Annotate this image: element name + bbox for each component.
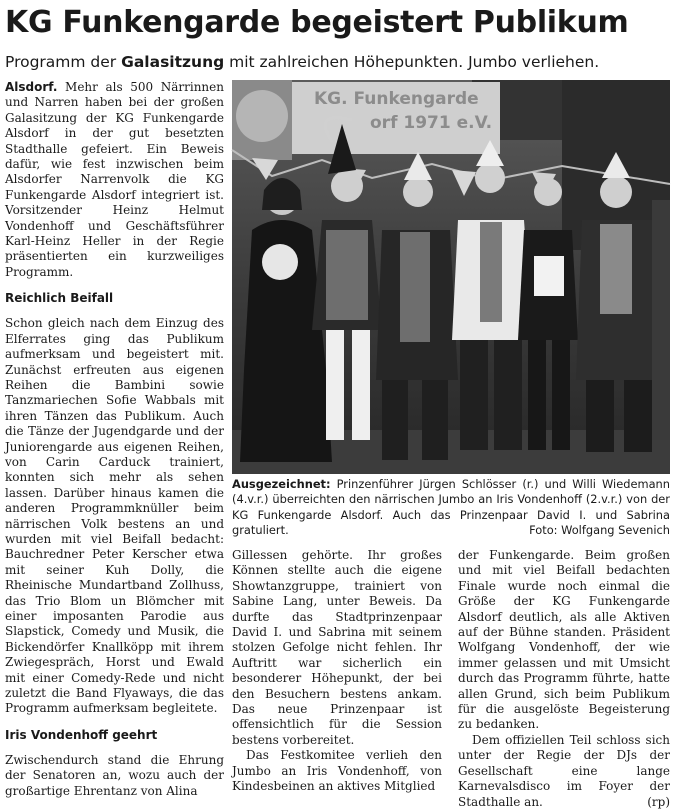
article-column-1 (5, 80, 224, 799)
photo-caption (232, 477, 670, 538)
intro-text: Mehr als 500 Närrinnen und Narren haben bei der großen Galasitzung der KG Funkengarde Alsdorf in der gut besetzten Stadthalle gefeiert. Ein Beweis dafür, wie fest inzwischen beim Alsdorfer Narrenvolk die KG Funkengarde Alsdorf integriert ist. Vorsitzender Heinz Helmut Vondenhoff und Geschäftsführer Karl-Heinz Heller in der Regie präsentierten ein kurzweiliges Programm. (5, 80, 224, 279)
col2-paragraph-1: Gillessen gehörte. Ihr großes Können stellte auch die eigene Showtanzgruppe, trainiert von Sabine Lang, unter Beweis. Da durfte das Stadtprinzenpaar David I. und Sabrina mit seinem stolzen Gefolge nicht fehlen. Ihr Auftritt war sicherlich ein besonderer Höhepunkt, der bei den Besuchern bestens ankam. Das neue Prinzenpaar ist offensichtlich für die Session bestens vorbereitet. (232, 548, 442, 747)
dateline: Alsdorf. (5, 80, 58, 94)
caption-lead: Ausgezeichnet: (232, 477, 331, 491)
article-subhead (5, 52, 669, 72)
photo-credit: Foto: Wolfgang Sevenich (529, 522, 670, 537)
col3-paragraph-2 (458, 733, 670, 810)
article-photo (232, 80, 670, 474)
author-signature: (rp) (647, 794, 670, 809)
photo-illustration (232, 80, 670, 474)
subhead-bold: Galasitzung (121, 53, 225, 71)
caption-text: Prinzenführer Jürgen Schlösser (r.) und Willi Wiedemann (4.v.r.) überreichten den närrischen Jumbo an Iris Vondenhoff (2.v.r.) von der KG Funkengarde Alsdorf. Auch das Prinzenpaar David I. und Sabrina gratuliert. (232, 477, 670, 537)
section2-paragraph: Zwischendurch stand die Ehrung der Senatoren an, wozu auch der großartige Ehrentanz von Alina (5, 752, 224, 798)
section-heading-reichlich-beifall: Reichlich Beifall (5, 291, 114, 306)
section1-paragraph: Schon gleich nach dem Einzug des Elferrates ging das Publikum aufmerksam und begeistert mit. Zunächst erfreuten aus eigenen Reihen die Bambini sowie Tanzmariechen Sofie Wabbals mit ihren Tänzen das Publikum. Auch die Tänze der Jugendgarde und der Juniorengarde aus eigenen Reihen, von Carin Carduck trainiert, konnten sich mehr als sehen lassen. Darüber hinaus kamen die anderen Programmknüller beim närrischen Volk bestens an und wurden mit viel Beifall bedacht: Bauchredner Peter Kerscher etwa mit seiner Kuh Dolly, die Rheinische Mundartband Zollhuss, das Trio Blom un Blömcher mit einer imposanten Parodie aus Slapstick, Comedy und Musik, die Bickendörfer Knallköpp mit ihrem Zwiegespräch, Horst und Ewald mit einer Comedy-Rede und nicht zuletzt die Band Flyaways, die das Programm aufmerksam begleitete. (5, 316, 224, 716)
subhead-start: Programm der (5, 53, 122, 71)
col3-closing-text: Dem offiziellen Teil schloss sich unter der Regie der DJs der Gesellschaft eine lange Karnevalsdisco im Foyer der Stadthalle an. (458, 732, 670, 809)
article-headline: KG Funkengarde begeistert Publikum (5, 5, 629, 40)
subhead-end: mit zahlreichen Höhepunkten. Jumbo verliehen. (224, 53, 600, 71)
banner-text-1: KG. Funkengarde (314, 89, 479, 109)
col2-paragraph-2: Das Festkomitee verlieh den Jumbo an Iris Vondenhoff, von Kindesbeinen an aktives Mitglied (232, 748, 442, 794)
col3-paragraph-1: der Funkengarde. Beim großen und mit viel Beifall bedachten Finale wurde noch einmal die Größe der KG Funkengarde Alsdorf deutlich, als alle Aktiven auf der Bühne standen. Präsident Wolfgang Vondenhoff, der wie immer gelassen und mit Umsicht durch das Programm führte, hatte allen Grund, sich beim Publikum für die ausgelöste Begeisterung zu bedanken. (458, 548, 670, 732)
intro-paragraph (5, 80, 224, 280)
section-heading-iris-vondenhoff: Iris Vondenhoff geehrt (5, 727, 158, 742)
banner-text-2: orf 1971 e.V. (370, 113, 493, 133)
article-column-2 (232, 548, 442, 795)
article-column-3 (458, 548, 670, 810)
